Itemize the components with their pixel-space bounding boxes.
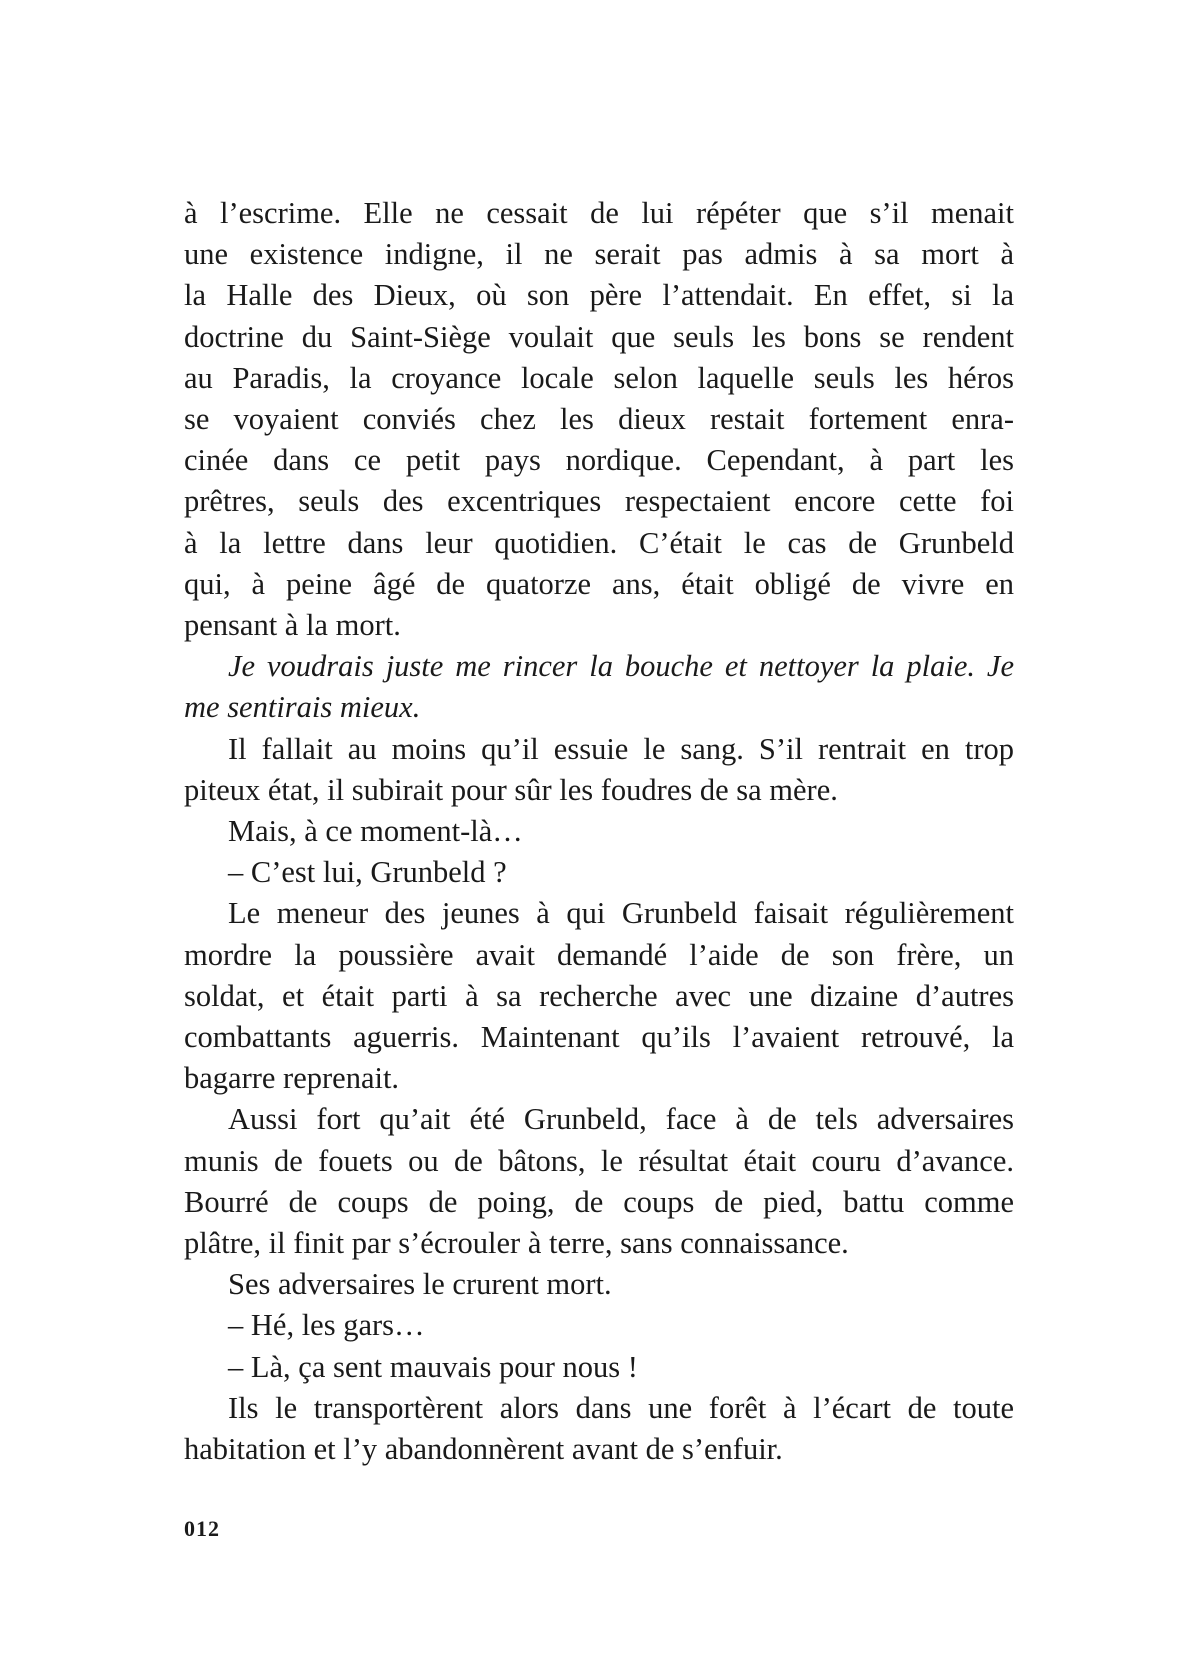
text-line: Le meneur des jeunes à qui Grunbeld faisait régulièrement <box>228 896 1014 931</box>
text-line: Il fallait au moins qu’il essuie le sang. S’il rentrait en trop <box>228 731 1014 766</box>
text-line: prêtres, seuls des excentriques respectaient encore cette foi <box>184 484 1014 519</box>
text-line: Ses adversaires le crurent mort. <box>228 1267 612 1302</box>
text-line: la Halle des Dieux, où son père l’attendait. En effet, si la <box>184 278 1014 313</box>
text-line: Aussi fort qu’ait été Grunbeld, face à de tels adversaires <box>228 1102 1014 1137</box>
text-line: Ils le transportèrent alors dans une forêt à l’écart de toute <box>228 1390 1014 1425</box>
text-line: Bourré de coups de poing, de coups de pied, battu comme <box>184 1184 1014 1219</box>
text-line: doctrine du Saint-Siège voulait que seuls les bons se rendent <box>184 319 1014 354</box>
page-number: 012 <box>184 1516 220 1541</box>
text-line: bagarre reprenait. <box>184 1061 400 1096</box>
text-line: – Là, ça sent mauvais pour nous ! <box>228 1349 638 1384</box>
text-line: à la lettre dans leur quotidien. C’était le cas de Grunbeld <box>184 525 1014 560</box>
text-line: munis de fouets ou de bâtons, le résultat était couru d’avance. <box>184 1143 1014 1178</box>
text-line: se voyaient conviés chez les dieux restait fortement enra- <box>184 402 1014 437</box>
text-line: Mais, à ce moment-là… <box>228 814 523 849</box>
text-line: une existence indigne, il ne serait pas admis à sa mort à <box>184 237 1014 272</box>
text-line: combattants aguerris. Maintenant qu’ils l’avaient retrouvé, la <box>184 1020 1014 1055</box>
text-line: à l’escrime. Elle ne cessait de lui répéter que s’il menait <box>184 196 1014 230</box>
italic-text-line: Je voudrais juste me rincer la bouche et nettoyer la plaie. Je <box>228 649 1014 684</box>
text-line: au Paradis, la croyance locale selon laquelle seuls les héros <box>184 360 1014 395</box>
text-line: piteux état, il subirait pour sûr les foudres de sa mère. <box>184 772 838 807</box>
text-line: soldat, et était parti à sa recherche avec une dizaine d’autres <box>184 978 1014 1013</box>
text-line: – C’est lui, Grunbeld ? <box>228 855 507 890</box>
text-line: mordre la poussière avait demandé l’aide de son frère, un <box>184 937 1014 972</box>
text-line: pensant à la mort. <box>184 608 401 643</box>
text-line: – Hé, les gars… <box>228 1308 425 1343</box>
text-line: habitation et l’y abandonnèrent avant de s’enfuir. <box>184 1432 783 1467</box>
text-line: qui, à peine âgé de quatorze ans, était obligé de vivre en <box>184 566 1014 601</box>
text-line: plâtre, il finit par s’écrouler à terre, sans connaissance. <box>184 1226 849 1261</box>
italic-text-line: me sentirais mieux. <box>184 690 421 725</box>
body-text <box>184 193 1014 1470</box>
text-line: cinée dans ce petit pays nordique. Cependant, à part les <box>184 443 1014 478</box>
